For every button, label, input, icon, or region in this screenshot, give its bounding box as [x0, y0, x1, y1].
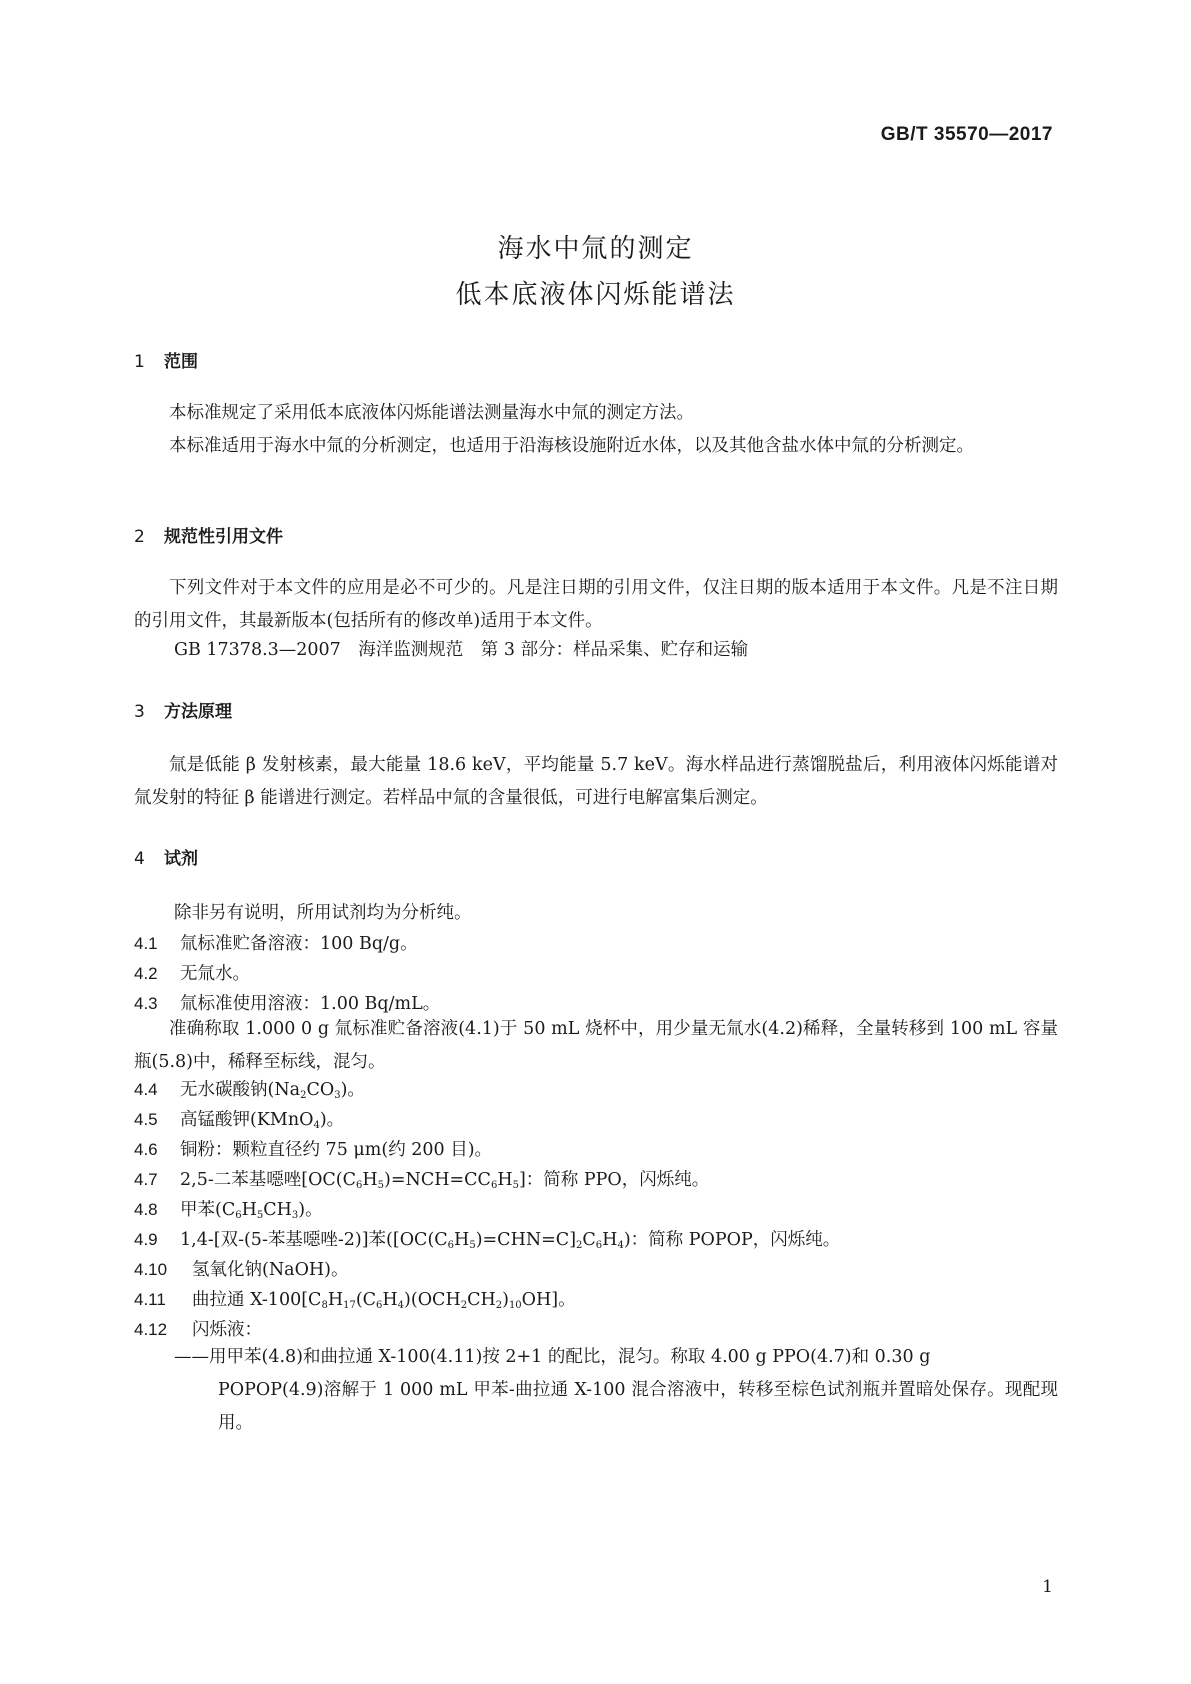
reagent-number: 4.1 [134, 934, 158, 953]
formula-subscript: 6 [447, 1240, 455, 1251]
section-1-paragraph-1: 本标准规定了采用低本底液体闪烁能谱法测量海水中氚的测定方法。 [169, 403, 694, 423]
reagent-number: 4.2 [134, 964, 158, 983]
reagent-text: 氚标准使用溶液：1.00 Bq/mL。 [180, 994, 441, 1014]
reagent-text: 无氚水。 [180, 964, 250, 984]
formula-part: 无水碳酸钠(Na [180, 1080, 301, 1100]
formula-part: CH [467, 1290, 496, 1310]
section-1-title: 范围 [164, 352, 198, 372]
formula-part: )=CHN=C] [475, 1230, 577, 1250]
standard-number: GB/T 35570—2017 [880, 124, 1053, 145]
document-title-line1: 海水中氚的测定 [497, 234, 694, 264]
reagent-4-1 [134, 927, 418, 961]
formula-part: CO [306, 1080, 335, 1100]
formula-subscript: 5 [512, 1180, 519, 1191]
reagent-number: 4.12 [134, 1320, 168, 1339]
reagent-number: 4.9 [134, 1230, 158, 1249]
reagent-number: 4.7 [134, 1170, 158, 1189]
formula-part: CH [263, 1200, 292, 1220]
formula-subscript: 5 [377, 1180, 385, 1191]
section-3-heading [134, 697, 232, 722]
formula-part: (C [355, 1290, 377, 1310]
formula-subscript: 6 [595, 1240, 603, 1251]
formula-subscript: 3 [334, 1090, 341, 1101]
reagent-4-10 [134, 1253, 349, 1287]
section-1-number: 1 [134, 352, 145, 372]
formula-part: 甲苯(C [180, 1200, 236, 1220]
formula-part: ) [502, 1290, 509, 1310]
reagent-text: 氚标准贮备溶液：100 Bq/g。 [180, 934, 418, 954]
section-2-paragraph-1: 下列文件对于本文件的应用是必不可少的。凡是注日期的引用文件，仅注日期的版本适用于本文件。凡是不注日期的引用文件，其最新版本(包括所有的修改单)适用于本文件。 [134, 578, 1058, 631]
formula-subscript: 8 [321, 1300, 328, 1311]
reagent-number: 4.6 [134, 1140, 158, 1159]
formula-subscript: 6 [490, 1180, 498, 1191]
reagent-text: 铜粉：颗粒直径约 75 μm(约 200 目)。 [180, 1140, 493, 1160]
section-4-intro: 除非另有说明，所用试剂均为分析纯。 [174, 903, 472, 923]
formula-part: H [327, 1290, 344, 1310]
formula-subscript: 2 [300, 1090, 307, 1101]
formula-part: 曲拉通 X-100[C [192, 1290, 322, 1310]
formula-subscript: 4 [313, 1120, 320, 1131]
section-2-number: 2 [134, 527, 145, 547]
reagent-number: 4.10 [134, 1260, 168, 1279]
formula-subscript: 2 [495, 1300, 503, 1311]
section-3-paragraph-1: 氚是低能 β 发射核素，最大能量 18.6 keV，平均能量 5.7 keV。海水样品进行蒸馏脱盐后，利用液体闪烁能谱对氚发射的特征 β 能谱进行测定。若样品中氚的含量很低，可进行电解富集后测定。 [134, 755, 1058, 808]
document-title-line2: 低本底液体闪烁能谱法 [455, 280, 736, 310]
formula-subscript: 10 [508, 1300, 522, 1311]
reagent-number: 4.3 [134, 994, 158, 1013]
reagent-number: 4.5 [134, 1110, 158, 1129]
formula-part: OH]。 [521, 1290, 576, 1310]
formula-subscript: 3 [291, 1210, 299, 1221]
formula-part: C [582, 1230, 596, 1250]
formula-part: )。 [340, 1080, 365, 1100]
formula-part: ]：简称 PPO，闪烁纯。 [518, 1170, 710, 1190]
formula-subscript: 2 [576, 1240, 583, 1251]
formula-part: )。 [319, 1110, 345, 1130]
section-4-title: 试剂 [164, 849, 198, 869]
section-4-number: 4 [134, 849, 145, 869]
formula-subscript: 4 [617, 1240, 624, 1251]
formula-part: )=NCH=CC [384, 1170, 491, 1190]
formula-part: H [454, 1230, 470, 1250]
formula-subscript: 5 [469, 1240, 476, 1251]
formula-part: )：简称 POPOP，闪烁纯。 [623, 1230, 841, 1250]
section-4-heading [134, 844, 198, 869]
dash-item-continuation: POPOP(4.9)溶解于 1 000 mL 甲苯-曲拉通 X-100 混合溶液中，转移至棕色试剂瓶并置暗处保存。现配现用。 [218, 1380, 1058, 1433]
scintillation-liquid-dash-item [174, 1341, 1058, 1440]
section-1-paragraph-2: 本标准适用于海水中氚的分析测定，也适用于沿海核设施附近水体，以及其他含盐水体中氚的分析测定。 [169, 436, 974, 456]
normative-reference: GB 17378.3—2007 海洋监测规范 第 3 部分：样品采集、贮存和运输 [174, 640, 749, 660]
formula-part: 2,5-二苯基噁唑[OC(C [180, 1170, 357, 1190]
formula-part: H [497, 1170, 513, 1190]
section-1-heading [134, 347, 198, 372]
formula-part: H [382, 1290, 398, 1310]
formula-subscript: 5 [256, 1210, 264, 1221]
formula-part: 高锰酸钾(KMnO [180, 1110, 314, 1130]
reagent-number: 4.8 [134, 1200, 158, 1219]
formula-subscript: 2 [460, 1300, 468, 1311]
formula-part: )(OCH [404, 1290, 461, 1310]
formula-subscript: 6 [376, 1300, 383, 1311]
section-2-title: 规范性引用文件 [164, 527, 283, 547]
reagent-4-2 [134, 957, 250, 991]
formula-subscript: 6 [356, 1180, 363, 1191]
formula-subscript: 6 [235, 1210, 242, 1221]
reagent-number: 4.11 [134, 1290, 166, 1309]
reagent-4-3-procedure: 准确称取 1.000 0 g 氚标准贮备溶液(4.1)于 50 mL 烧杯中，用少量无氚水(4.2)稀释，全量转移到 100 mL 容量瓶(5.8)中，稀释至标线，混匀。 [134, 1019, 1058, 1072]
section-3-number: 3 [134, 702, 145, 722]
formula-subscript: 17 [343, 1300, 356, 1311]
dash-item-first-line: ——用甲苯(4.8)和曲拉通 X-100(4.11)按 2+1 的配比，混匀。称取 4.00 g PPO(4.7)和 0.30 g [174, 1347, 931, 1367]
formula-part: )。 [298, 1200, 323, 1220]
reagent-4-6 [134, 1133, 492, 1167]
formula-subscript: 4 [397, 1300, 405, 1311]
formula-part: 1,4-[双-(5-苯基噁唑-2)]苯([OC(C [180, 1230, 448, 1250]
formula-part: H [362, 1170, 378, 1190]
section-2-heading [134, 522, 283, 547]
formula-part: H [241, 1200, 257, 1220]
reagent-text: 氢氧化钠(NaOH)。 [192, 1260, 349, 1280]
section-3-title: 方法原理 [164, 702, 232, 722]
reagent-text: 闪烁液： [192, 1320, 262, 1340]
page-number: 1 [1042, 1577, 1053, 1597]
formula-part: H [602, 1230, 618, 1250]
reagent-number: 4.4 [134, 1080, 158, 1099]
